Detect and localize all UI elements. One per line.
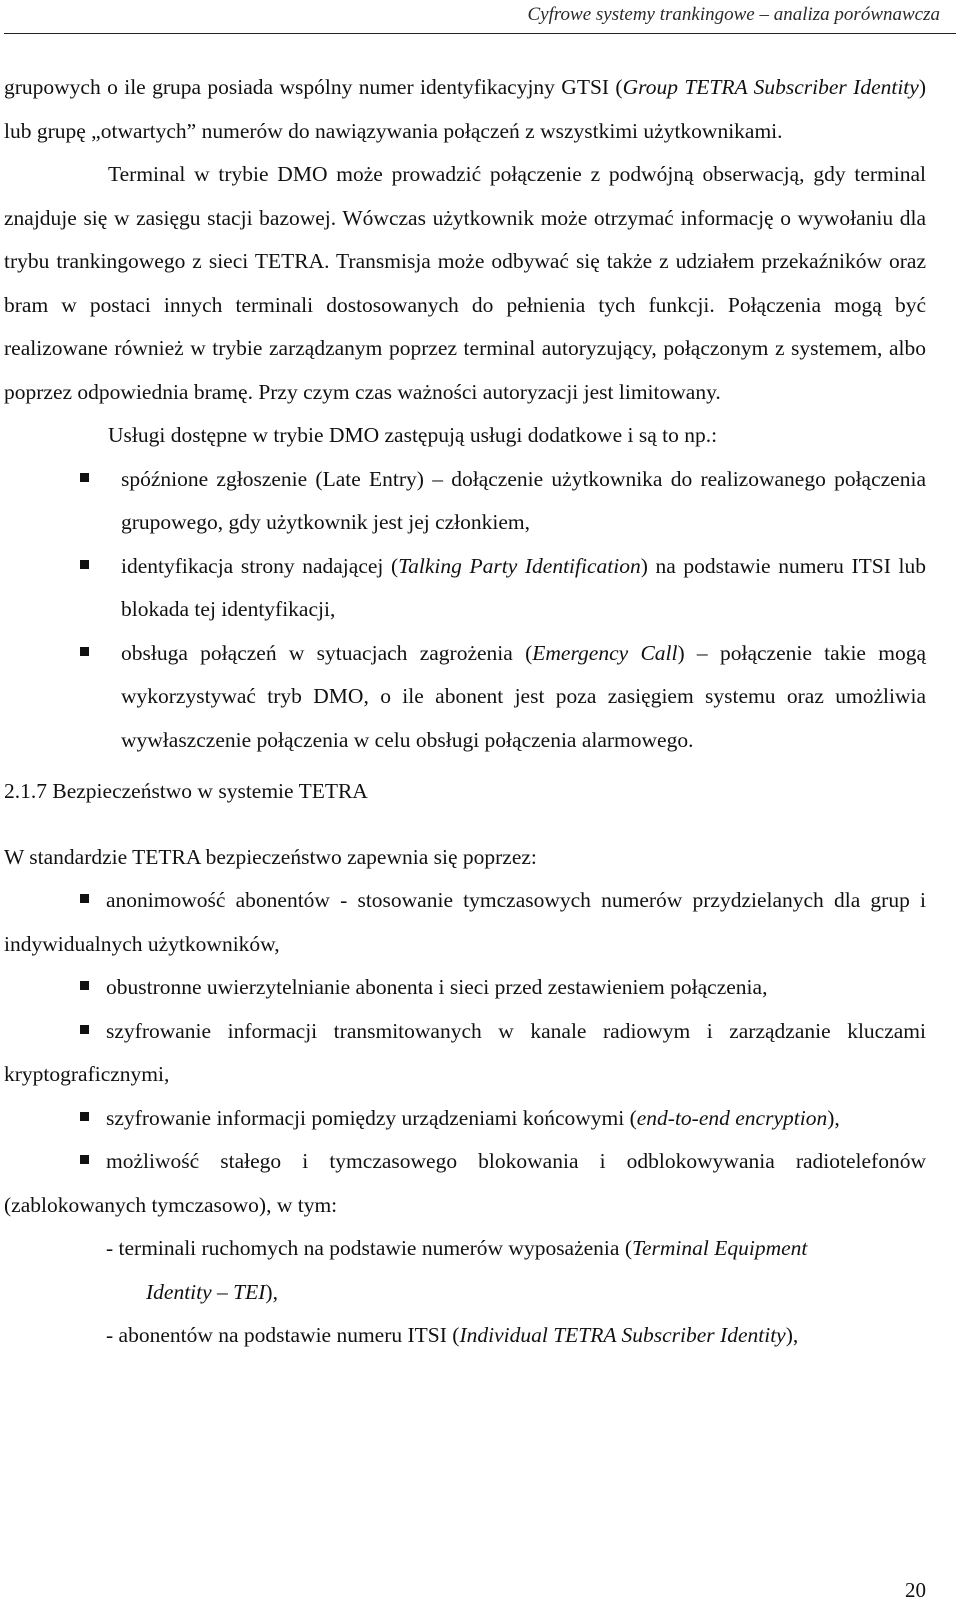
sub-item-itsi [4, 1314, 926, 1358]
paragraph-gtsi [4, 66, 926, 153]
list-item [4, 458, 926, 545]
list-item [4, 966, 926, 1010]
square-bullet-icon [80, 1112, 89, 1121]
paragraph-dmo-services: Usługi dostępne w trybie DMO zastępują usługi dodatkowe i są to np.: [108, 423, 718, 447]
italic-term: Emergency Call [532, 640, 678, 665]
list-item [4, 545, 926, 632]
italic-term: Talking Party Identification [398, 553, 641, 578]
text-run: obsługa połączeń w sytuacjach zagrożenia ( [121, 640, 533, 665]
text-run: identyfikacja strony nadającej ( [121, 553, 399, 578]
running-header: Cyfrowe systemy trankingowe – analiza porównawcza [527, 4, 940, 25]
text-run: ), [785, 1323, 799, 1347]
italic-term: Group TETRA Subscriber Identity [622, 75, 919, 99]
header-rule [4, 33, 956, 34]
list-item [4, 879, 926, 966]
sub-item-tei [4, 1227, 926, 1271]
square-bullet-icon [80, 1025, 89, 1034]
text-run: ) lub grupę „otwartych” numerów do nawiązywania połączeń z wszystkimi użytkownikami. [4, 75, 926, 143]
list-item-text: spóźnione zgłoszenie (Late Entry) – dołączenie użytkownika do realizowanego połączenia grupowego, gdy użytkownik jest jej członkiem, [121, 466, 926, 534]
square-bullet-icon [80, 894, 89, 903]
sub-item-tei-continued [4, 1271, 926, 1315]
text-run: ) – połączenie takie mogą wykorzystywać tryb DMO, o ile abonent jest poza zasięgiem systemu oraz umożliwia wywłaszczenie połączenia w celu obsługi połączenia alarmowego. [121, 640, 927, 752]
list-item [4, 1010, 926, 1097]
list-item [4, 1140, 926, 1227]
text-run: szyfrowanie informacji pomiędzy urządzeniami końcowymi ( [106, 1105, 637, 1130]
square-bullet-icon [80, 1155, 89, 1164]
square-bullet-icon [80, 647, 89, 656]
text-run: ), [265, 1279, 278, 1304]
square-bullet-icon [80, 473, 89, 482]
section-heading: 2.1.7 Bezpieczeństwo w systemie TETRA [4, 779, 368, 803]
list-item-text: możliwość stałego i tymczasowego blokowania i odblokowywania radiotelefonów (zablokowanych tymczasowo), w tym: [4, 1149, 926, 1217]
text-run: ), [827, 1105, 840, 1130]
paragraph-dmo: Terminal w trybie DMO może prowadzić połączenie z podwójną obserwacją, gdy terminal znajduje się w zasięgu stacji bazowej. Wówczas użytkownik może otrzymać informację o wywołaniu dla trybu trankingowego z sieci TETRA. Transmisja może odbywać się także z udziałem przekaźników oraz bram w postaci innych terminali dostosowanych do pełnienia tych funkcji. Połączenia mogą być realizowane również w trybie zarządzanym poprzez terminal autoryzujący, połączonym z systemem, albo poprzez odpowiednia bramę. Przy czym czas ważności autoryzacji jest limitowany. [4, 162, 926, 404]
list-item [4, 1097, 926, 1141]
italic-term: Identity – TEI [146, 1279, 266, 1304]
list-item-text: szyfrowanie informacji transmitowanych w kanale radiowym i zarządzanie kluczami kryptograficznymi, [4, 1018, 926, 1086]
dmo-services-list [4, 458, 926, 763]
text-run: ) na podstawie numeru ITSI lub blokada tej identyfikacji, [121, 553, 926, 621]
paragraph-security-intro: W standardzie TETRA bezpieczeństwo zapewnia się poprzez: [4, 844, 537, 869]
list-item-text: obustronne uwierzytelnianie abonenta i sieci przed zestawieniem połączenia, [106, 975, 768, 999]
list-item-text: anonimowość abonentów - stosowanie tymczasowych numerów przydzielanych dla grup i indywidualnych użytkowników, [4, 888, 926, 956]
security-list [4, 879, 926, 1227]
square-bullet-icon [80, 560, 89, 569]
list-item [4, 632, 926, 763]
text-run: - abonentów na podstawie numeru ITSI ( [106, 1323, 460, 1347]
document-body [4, 66, 926, 1358]
page-number: 20 [905, 1578, 926, 1602]
italic-term: end-to-end encryption [636, 1105, 828, 1130]
italic-term: Individual TETRA Subscriber Identity [459, 1323, 786, 1347]
text-run: grupowych o ile grupa posiada wspólny numer identyfikacyjny GTSI ( [4, 75, 623, 99]
square-bullet-icon [80, 981, 89, 990]
italic-term: Terminal Equipment [631, 1236, 808, 1260]
text-run: - terminali ruchomych na podstawie numerów wyposażenia ( [106, 1236, 632, 1260]
